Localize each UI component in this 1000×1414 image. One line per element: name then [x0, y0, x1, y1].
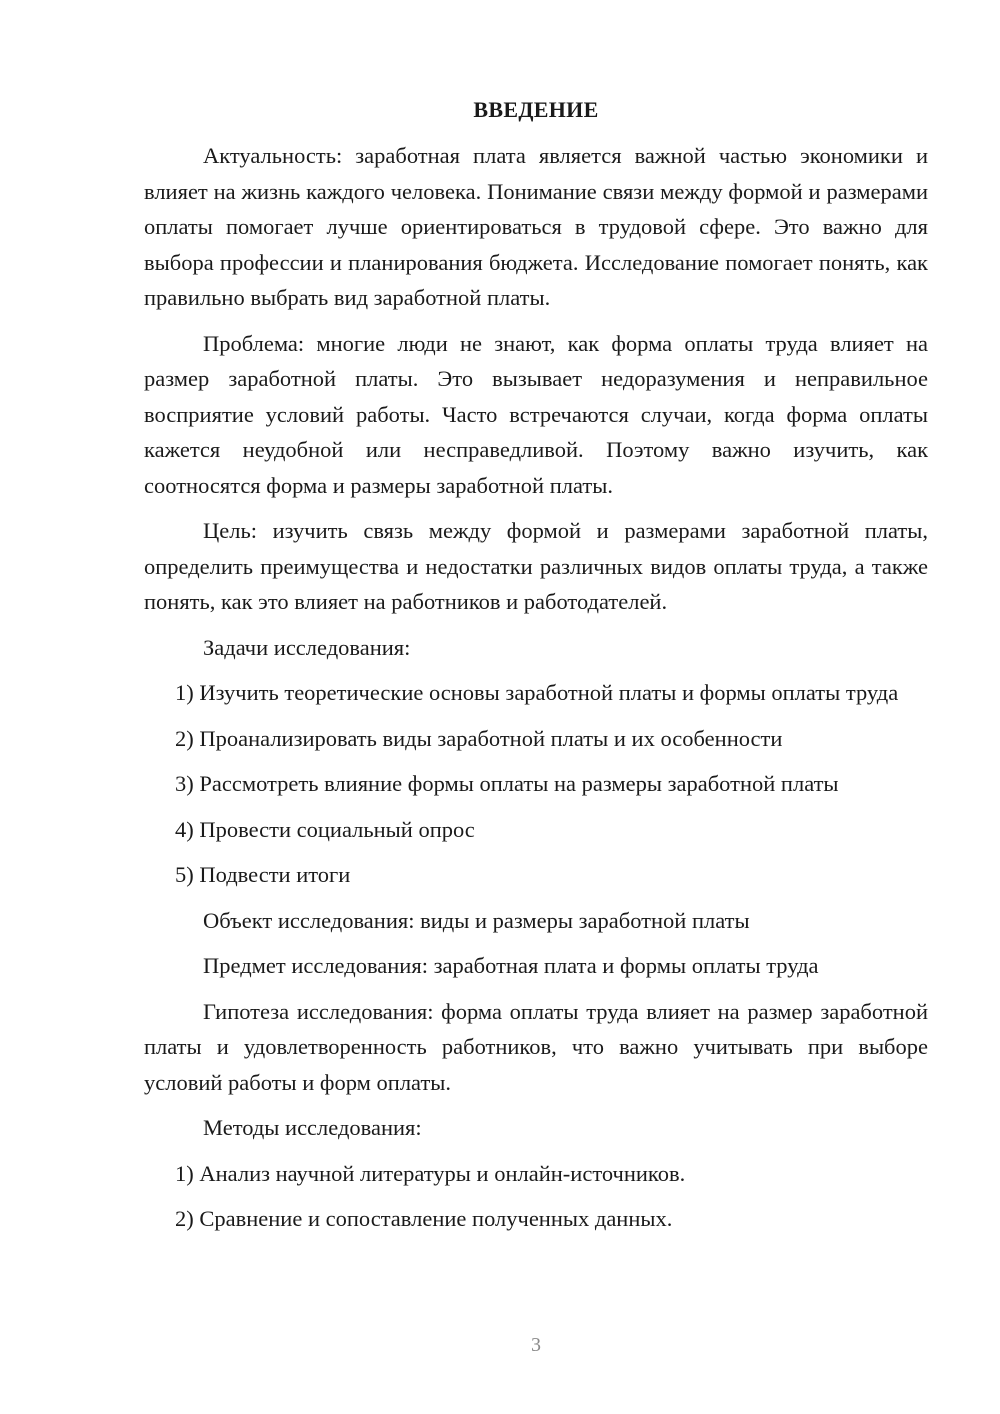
list-item: 2) Проанализировать виды заработной платы и их особенности	[175, 725, 783, 751]
hypothesis-paragraph: Гипотеза исследования: форма оплаты труда влияет на размер заработной платы и удовлетворенность работников, что важно учитывать при выборе условий работы и форм оплаты.	[144, 998, 928, 1095]
list-item: 2) Сравнение и сопоставление полученных данных.	[175, 1206, 673, 1231]
page-number: 3	[531, 1334, 541, 1356]
tasks-list	[144, 675, 928, 893]
list-item: 4) Провести социальный опрос	[175, 816, 475, 842]
list-item: 1) Анализ научной литературы и онлайн-источников.	[175, 1160, 686, 1186]
research-object: Объект исследования: виды и размеры заработной платы	[203, 907, 750, 933]
relevance-paragraph: Актуальность: заработная плата является важной частью экономики и влияет на жизнь каждого человека. Понимание связи между формой и размерами оплаты помогает лучше ориентироваться в трудовой сфере. Это важно для выбора профессии и планирования бюджета. Исследование помогает понять, как правильно выбрать вид заработной платы.	[144, 143, 928, 310]
methods-title: Методы исследования:	[203, 1115, 422, 1140]
page-number-container	[0, 1334, 1000, 1357]
methods-list	[144, 1156, 928, 1237]
text-column	[144, 92, 928, 1247]
research-subject: Предмет исследования: заработная плата и формы оплаты труда	[203, 953, 819, 978]
page-title: ВВЕДЕНИЕ	[473, 97, 599, 122]
list-item: 3) Рассмотреть влияние формы оплаты на размеры заработной платы	[175, 771, 839, 796]
tasks-title: Задачи исследования:	[203, 634, 411, 660]
problem-paragraph: Проблема: многие люди не знают, как форма оплаты труда влияет на размер заработной платы. Это вызывает недоразумения и неправильное восприятие условий работы. Часто встречаются случаи, когда форма оплаты кажется неудобной или несправедливой. Поэтому важно изучить, как соотносятся форма и размеры заработной платы.	[144, 330, 928, 498]
list-item: 1) Изучить теоретические основы заработной платы и формы оплаты труда	[175, 680, 899, 705]
list-item: 5) Подвести итоги	[175, 862, 351, 887]
goal-paragraph: Цель: изучить связь между формой и размерами заработной платы, определить преимущества и недостатки различных видов оплаты труда, а также понять, как это влияет на работников и работодателей.	[144, 518, 928, 614]
